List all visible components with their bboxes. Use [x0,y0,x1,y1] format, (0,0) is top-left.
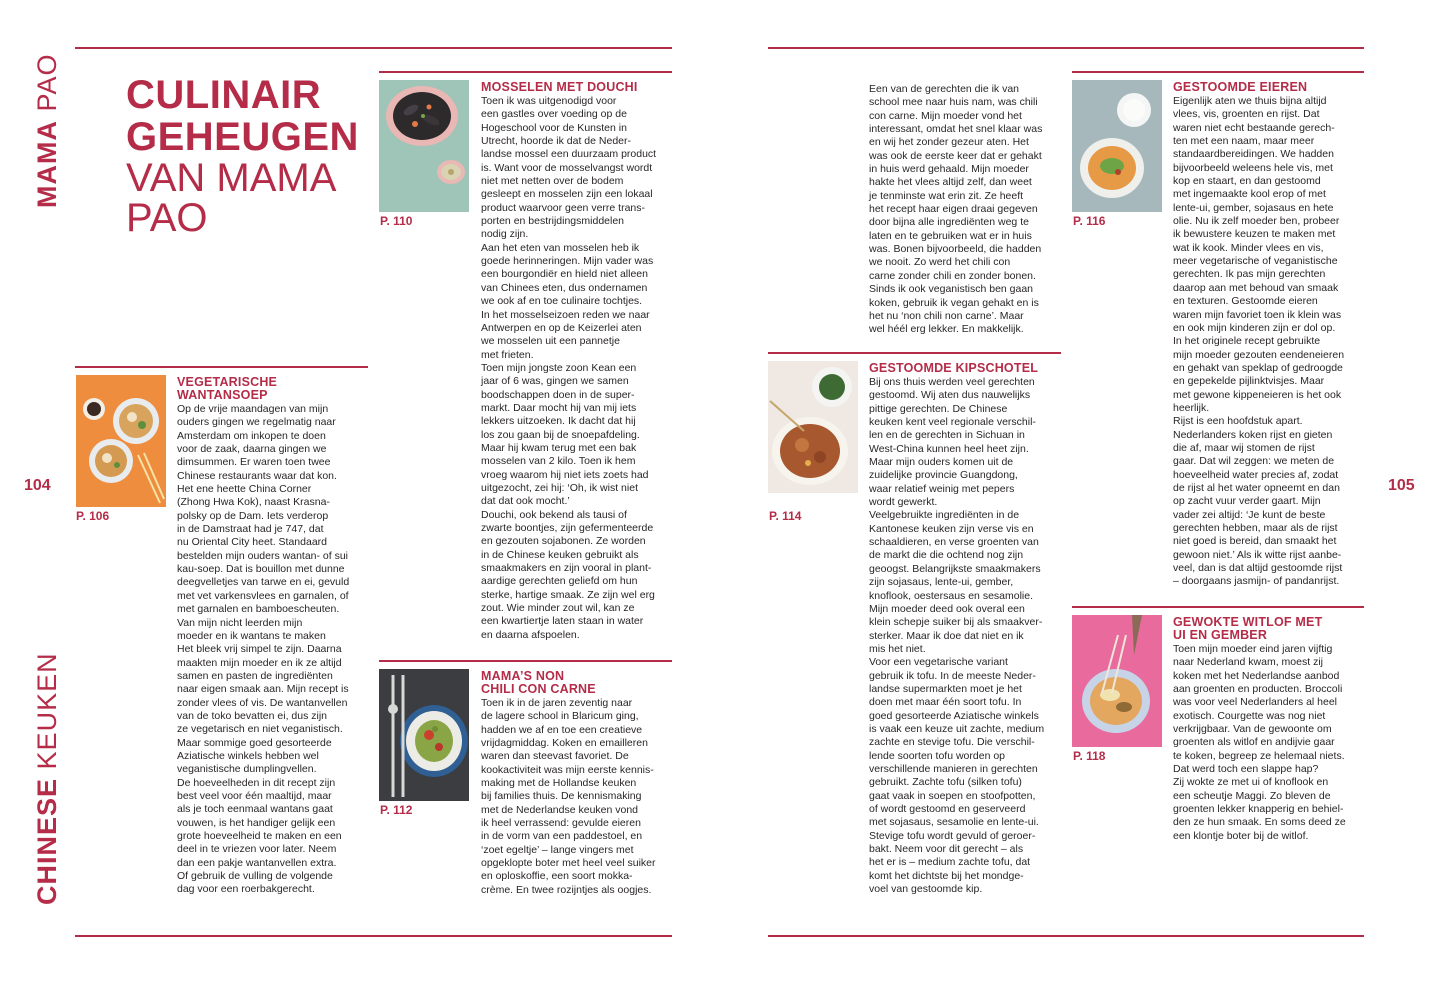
chili-heading-line-1: MAMA’S NON [481,669,565,683]
chili-page-ref: P. 112 [380,803,413,817]
chili-body: Toen ik in de jaren zeventig naar de lagere school in Blaricum ging, hadden we af en toe een creatieve vrijdagmiddag. Koken en emailleren waren dan steevast favoriet. De kookactiviteit was mijn eerste kennis- making met de Hollandse keuken bij families thuis. De kennismaking met de Nederlandse keuken vond ik heel verrassend: gevulde eieren in de vorm van een paddestoel, en ‘zoet egeltje’ – lange vingers met opgeklopte boter met heel veel suiker en oploskoffie, een soort mokka- crème. En twee rozijntjes als oogjes. [481,697,656,896]
kipschotel-heading: GESTOOMDE KIPSCHOTEL [869,361,1039,375]
witlof-heading-line-1: GEWOKTE WITLOF MET [1173,615,1323,629]
chapter-title [126,74,376,238]
top-rule-right [768,47,1364,49]
eieren-rule [1072,71,1364,73]
witlof-rule [1072,606,1364,608]
chili-heading [481,670,673,696]
wantansoep-heading [177,376,369,402]
eieren-heading: GESTOOMDE EIEREN [1173,80,1308,94]
witlof-heading-line-2: UI EN GEMBER [1173,628,1268,642]
mosselen-heading: MOSSELEN MET DOUCHI [481,80,638,94]
witlof-heading [1173,616,1365,642]
kipschotel-rule [768,352,1061,354]
kipschotel-photo [768,361,858,493]
chili-continued-article [869,83,1061,337]
witlof-body: Toen mijn moeder eind jaren vijftig naar Nederland kwam, moest zij koken met het Nederlandse aanbod aan groenten en producten. Broccoli was voor veel Nederlanders al heel exotisch. Courgette was nog niet verkrijgbaar. Van de gewoonte om groenten als witlof en andijvie gaar te koken, begreep ze helemaal niets. Dat werd toch een slappe hap? Zij wokte ze met ui of knoflook en een scheutje Maggi. Zo bleven de groenten lekker knapperig en behiel- den ze hun smaak. En soms deed ze een klontje boter bij de witlof. [1173,643,1346,842]
chapter-title-line-2: GEHEUGEN [126,115,359,159]
chili-photo [379,669,469,801]
mosselen-article [481,81,673,642]
eieren-page-ref: P. 116 [1073,214,1106,228]
witlof-photo [1072,615,1162,747]
kipschotel-page-ref: P. 114 [769,509,802,523]
wantansoep-body: Op de vrije maandagen van mijn ouders gingen we regelmatig naar Amsterdam om inkopen te doen voor de zaak, daarna gingen we dimsummen. Er waren toen twee Chinese restaurants waar dat kon. Het ene heette China Corner (Zhong Hwa Kok), naast Krasna- polsky op de Dam. Iets verderop in de Damstraat had je 747, dat nu Oriental City heet. Standaard bestelden mijn ouders wantan- of sui kau-soep. Dat is bouillon met dunne deegvelletjes van tarwe en ei, gevuld met vet varkensvlees en garnalen, of met garnalen en bamboescheuten. Van mijn nicht leerden mijn moeder en ik wantans te maken Het bleek vrij simpel te zijn. Daarna maakten mijn moeder en ik ze altijd samen en pasten de ingrediënten naar eigen smaak aan. Mijn recept is zonder vlees of vis. De wantanvellen van de toko bevatten ei, dus zijn ze vegetarisch en niet veganistisch. Maar sommige goed gesorteerde Aziatische winkels hebben wel veganistische dumplingvellen. De hoeveelheden in dit recept zijn best veel voor één maaltijd, maar als je toch eenmaal wantans gaat vouwen, is het handiger gelijk een grote hoeveelheid te maken en een deel in te vriezen voor later. Neem dan een pakje wantanvellen extra. Of gebruik de vulling de volgende dag voor een roerbakgerecht. [177,403,350,896]
chili-heading-line-2: CHILI CON CARNE [481,682,596,696]
eieren-body: Eigenlijk aten we thuis bijna altijd vlees, vis, groenten en rijst. Dat waren niet echt bestaande gerech- ten met een naam, maar meer standaardbereidingen. We hadden bijvoorbeeld weleens hele vis, met kop en staart, en dan gestoomd met ingemaakte kool erop of met lente-ui, gember, sojasaus en hete olie. Nu ik zelf moeder ben, probeer ik bewustere keuzen te maken met wat ik kook. Minder vlees en vis, meer vegetarische of veganistische gerechten. Ik pas mijn gerechten daarop aan met behoud van smaak en texturen. Gestoomde eieren waren mijn favoriet toen ik klein was en ook mijn kinderen zijn er dol op. In het originele recept gebruikte mijn moeder gezouten eendeneieren en gehakt van speklap of gedroogde en gepekelde pijlinktvisjes. Maar met gewone kippeneieren is het ook heerlijk. Rijst is een hoofdstuk apart. Nederlanders koken rijst en gieten die af, maar wij stomen de rijst gaar. Dat wil zeggen: we meten de hoeveelheid water precies af, zodat de rijst al het water opneemt en dan op zacht vuur verder gaart. Mijn vader zei altijd: ‘Je kunt de beste gerechten hebben, maar als de rijst niet goed is bereid, dan smaakt het gewoon niet.’ Als ik witte rijst aanbe- veel, dan is dat altijd gestoomde rijst – doorgaans jasmijn- of pandanrijst. [1173,95,1345,588]
wantansoep-heading-line-2: WANTANSOEP [177,388,268,402]
kipschotel-body: Bij ons thuis werden veel gerechten gestoomd. Wij aten dus nauwelijks pittige gerechten. De Chinese keuken kent veel regionale verschil- len en de gerechten in Sichuan in West-China kunnen heel heet zijn. Maar mijn ouders komen uit de zuidelijke provincie Guangdong, waar relatief weinig met pepers wordt gewerkt. Veelgebruikte ingrediënten in de Kantonese keuken zijn verse vis en schaaldieren, en verse groenten van de markt die die ochtend nog zijn geoogst. Belangrijkste smaakmakers zijn sojasaus, lente-ui, gember, knoflook, oestersaus en sesamolie. Mijn moeder deed ook overal een klein schepje suiker bij als smaakver- sterker. Maar ik doe dat niet en ik mis het niet. Voor een vegetarische variant gebruik ik tofu. In de meeste Neder- landse supermarkten moet je het doen met maar één soort tofu. In goed gesorteerde Aziatische winkels is vaak een keuze uit zachte, medium zachte en stevige tofu. Die verschil- lende soorten tofu worden op verschillende manieren in gerechten gebruikt. Zachte tofu (silken tofu) gaat vaak in soepen en stoofpotten, of wordt gestoomd en geserveerd met sojasaus, sesamolie en lente-ui. Stevige tofu wordt gevuld of geroer- bakt. Neem voor dit gerecht – als het er is – medium zachte tofu, dat komt het dichtste bij het mondge- voel van gestoomde kip. [869,376,1045,896]
eieren-photo [1072,80,1162,212]
chili-plate-icon [379,669,469,801]
wonton-soup-icon [76,375,166,507]
page-number-right: 105 [1388,477,1415,494]
chapter-title-line-3: VAN MAMA [126,156,337,200]
mosselen-body: Toen ik was uitgenodigd voor een gastles over voeding op de Hogeschool voor de Kunsten in Utrecht, hoorde ik dat de Neder- landse mossel een duurzaam product is. Want voor de mosselvangst wordt niet met netten over de bodem gesleept en mosselen zijn een lokaal product waarvoor geen verre trans- porten en bestrijdingsmiddelen nodig zijn. Aan het eten van mosselen heb ik goede herinneringen. Mijn vader was een bourgondiër en hield niet alleen van Chinees eten, dus ondernamen we ook af en toe culinaire tochtjes. In het mosselseizoen reden we naar Antwerpen en op de Keizerlei aten we mosselen uit een pannetje met frieten. Toen mijn jongste zoon Kean een jaar of 6 was, gingen we samen boodschappen doen in de super- markt. Daar mocht hij van mij iets lekkers uitzoeken. Ik dacht dat hij los zou gaan bij de snoepafdeling. Maar hij kwam terug met een bak mosselen van 2 kilo. Toen ik hem vroeg waarom hij niet iets zoets had uitgezocht, zei hij: ‘Oh, ik wist niet dat dat ook mocht.’ Douchi, ook bekend als tausi of zwarte boontjes, zijn gefermenteerde en gezouten sojabonen. Ze worden in de Chinese keuken gebruikt als smaakmakers en zijn vooral in plant- aardige gerechten geliefd om hun sterke, hartige smaak. Ze zijn wel erg zout. Wie minder zout wil, kan ze een kwartiertje laten staan in water en daarna afspoelen. [481,95,657,641]
wantansoep-article [177,376,369,897]
steamed-chicken-icon [768,361,858,493]
bottom-rule-left [75,935,672,937]
steamed-eggs-icon [1072,80,1162,212]
chili-article [481,670,673,897]
spine-label-chinese-keuken: CHINESE KEUKEN [32,652,62,905]
spine-label-mama-pao: MAMA PAO [32,53,62,208]
mosselen-photo [379,80,469,212]
wantansoep-rule [75,366,368,368]
mussels-dish-icon [379,80,469,212]
witlof-page-ref: P. 118 [1073,749,1106,763]
bottom-rule-right [768,935,1364,937]
chapter-title-line-1: CULINAIR [126,73,322,117]
mosselen-page-ref: P. 110 [380,214,413,228]
wantansoep-photo [76,375,166,507]
chili-continued-body: Een van de gerechten die ik van school mee naar huis nam, was chili con carne. Mijn moeder vond het interessant, omdat het snel klaar was en wij het zonder gezeur aten. Het was ook de eerste keer dat er gehakt in huis werd gehaald. Mijn moeder hakte het vlees altijd zelf, dan weet je tenminste wat erin zit. Ze heeft het recept haar eigen draai gegeven door bijna alle ingrediënten weg te laten en te gebruiken wat er in huis was. Bonen bijvoorbeeld, die hadden we nooit. Zo werd het chili con carne zonder chili en zonder bonen. Sinds ik ook veganistisch ben gaan koken, gebruik ik vegan gehakt en is het nu ‘non chili non carne’. Maar wel héél erg lekker. En makkelijk. [869,83,1043,336]
top-rule-left [75,47,672,49]
witlof-article [1173,616,1365,843]
chili-rule [379,660,672,662]
eieren-article [1173,81,1365,589]
page-number-left: 104 [24,477,51,494]
chapter-title-line-4: PAO [126,196,208,240]
wantansoep-heading-line-1: VEGETARISCHE [177,375,278,389]
kipschotel-article [869,362,1061,896]
wantansoep-page-ref: P. 106 [76,509,110,523]
stir-fried-endive-icon [1072,615,1162,747]
mosselen-rule [379,71,672,73]
